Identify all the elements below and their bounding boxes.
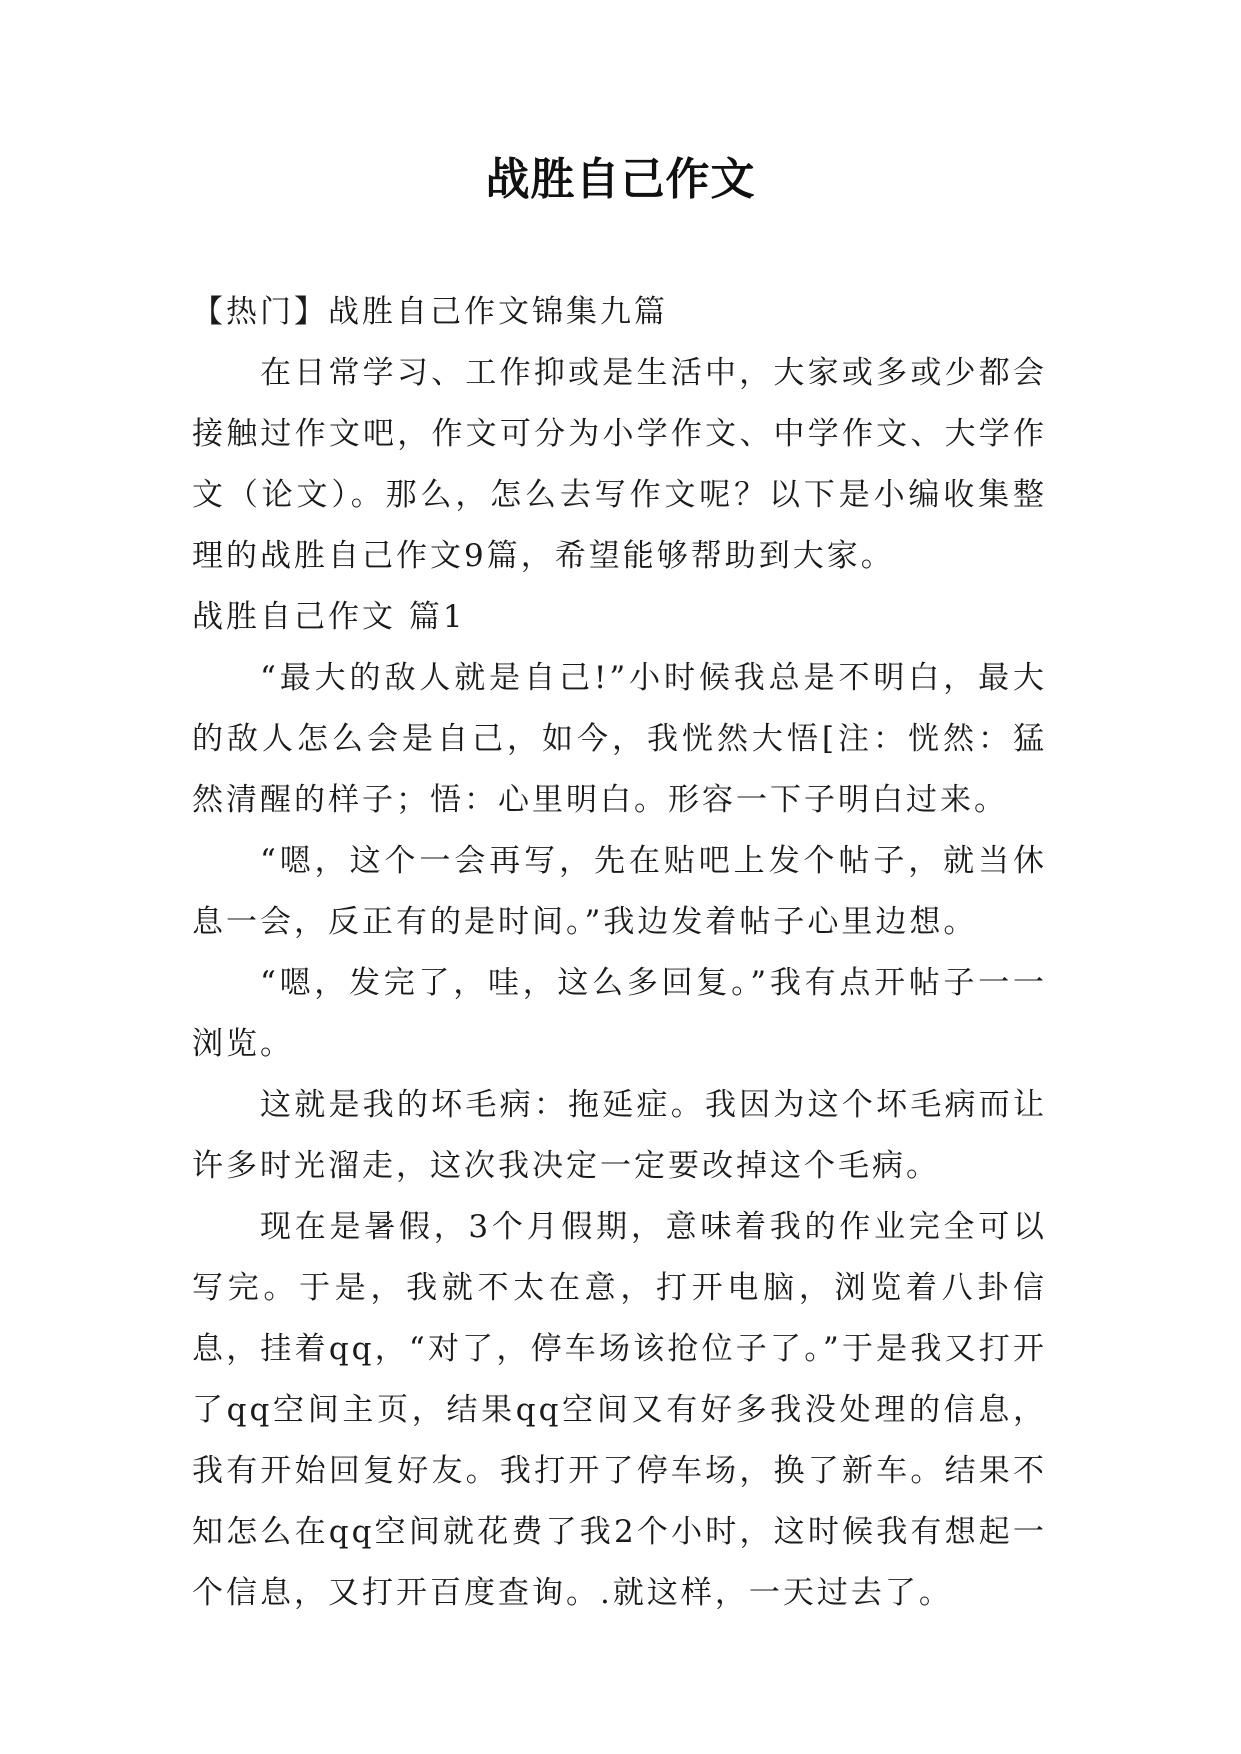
document-subtitle: 【热门】战胜自己作文锦集九篇 [192, 294, 668, 330]
body-paragraph: 现在是暑假，3个月假期，意味着我的作业完全可以写完。于是，我就不太在意，打开电脑，浏览着八卦信息，挂着qq，“对了，停车场该抢位子了。”于是我又打开了qq空间主页，结果qq空间又有好多我没处理的信息，我有开始回复好友。我打开了停车场，换了新车。结果不知怎么在qq空间就花费了我2个小时，这时候我有想起一个信息，又打开百度查询。.就这样，一天过去了。 [192, 1209, 1047, 1611]
body-paragraph: “嗯，发完了，哇，这么多回复。”我有点开帖子一一浏览。 [192, 965, 1047, 1062]
intro-paragraph: 在日常学习、工作抑或是生活中，大家或多或少都会接触过作文吧，作文可分为小学作文、中学作文、大学作文（论文）。那么，怎么去写作文呢？以下是小编收集整理的战胜自己作文9篇，希望能够帮助到大家。 [192, 355, 1047, 574]
section-heading: 战胜自己作文 篇1 [192, 599, 466, 635]
body-paragraph: “最大的敌人就是自己!”小时候我总是不明白，最大的敌人怎么会是自己，如今，我恍然大悟[注：恍然：猛然清醒的样子；悟：心里明白。形容一下子明白过来。 [192, 660, 1047, 818]
body-paragraph: 这就是我的坏毛病：拖延症。我因为这个坏毛病而让许多时光溜走，这次我决定一定要改掉这个毛病。 [192, 1087, 1047, 1184]
document-body [192, 282, 1047, 1624]
document-title: 战胜自己作文 [485, 154, 756, 205]
body-paragraph: “嗯，这个一会再写，先在贴吧上发个帖子，就当休息一会，反正有的是时间。”我边发着帖子心里边想。 [192, 843, 1047, 940]
